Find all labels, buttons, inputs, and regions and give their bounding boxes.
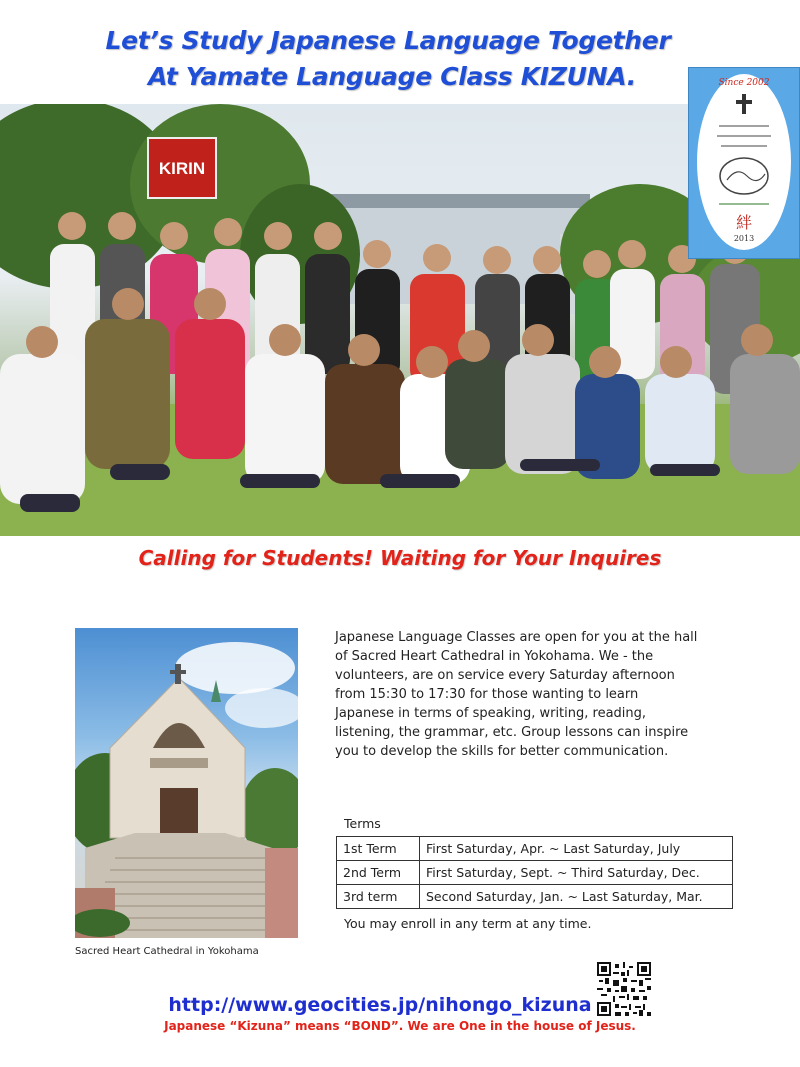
intro-line: you to develop the skills for better communication. [335, 744, 669, 759]
intro-paragraph [335, 628, 735, 761]
term-period: Second Saturday, Jan. ~ Last Saturday, Mar. [420, 885, 733, 909]
terms-table [336, 836, 733, 909]
badge-artwork [689, 68, 799, 258]
term-period: First Saturday, Sept. ~ Third Saturday, Dec. [420, 861, 733, 885]
enroll-note: You may enroll in any term at any time. [344, 916, 592, 931]
headline-line-2: At Yamate Language Class KIZUNA. [148, 62, 636, 91]
intro-line: Japanese Language Classes are open for you at the hall [335, 630, 698, 645]
kirin-sign-text: KIRIN [158, 159, 206, 178]
table-row [337, 861, 733, 885]
term-name: 2nd Term [337, 861, 420, 885]
terms-label: Terms [344, 816, 381, 831]
table-row [337, 837, 733, 861]
footer-tagline: Japanese “Kizuna” means “BOND”. We are One in the house of Jesus. [164, 1019, 636, 1033]
group-photo [0, 104, 800, 536]
badge-year-text: 2013 [733, 234, 755, 243]
intro-line: of Sacred Heart Cathedral in Yokohama. We - the [335, 649, 654, 664]
term-name: 1st Term [337, 837, 420, 861]
cathedral-photo [75, 628, 298, 938]
intro-line: volunteers, are on service every Saturday afternoon [335, 668, 675, 683]
badge-since-text: Since 2002 [718, 78, 770, 88]
svg-text:絆: 絆 [735, 213, 753, 232]
intro-line: Japanese in terms of speaking, writing, reading, [335, 706, 647, 721]
table-row [337, 885, 733, 909]
term-period: First Saturday, Apr. ~ Last Saturday, July [420, 837, 733, 861]
term-name: 3rd term [337, 885, 420, 909]
intro-line: listening, the grammar, etc. Group lessons can inspire [335, 725, 689, 740]
kizuna-badge [688, 67, 800, 259]
cathedral-caption: Sacred Heart Cathedral in Yokohama [75, 946, 259, 957]
headline-line-1: Let’s Study Japanese Language Together [105, 26, 671, 55]
website-link[interactable]: http://www.geocities.jp/nihongo_kizuna [168, 994, 592, 1016]
subtitle: Calling for Students! Waiting for Your Inquires [138, 546, 662, 570]
intro-line: from 15:30 to 17:30 for those wanting to learn [335, 687, 639, 702]
